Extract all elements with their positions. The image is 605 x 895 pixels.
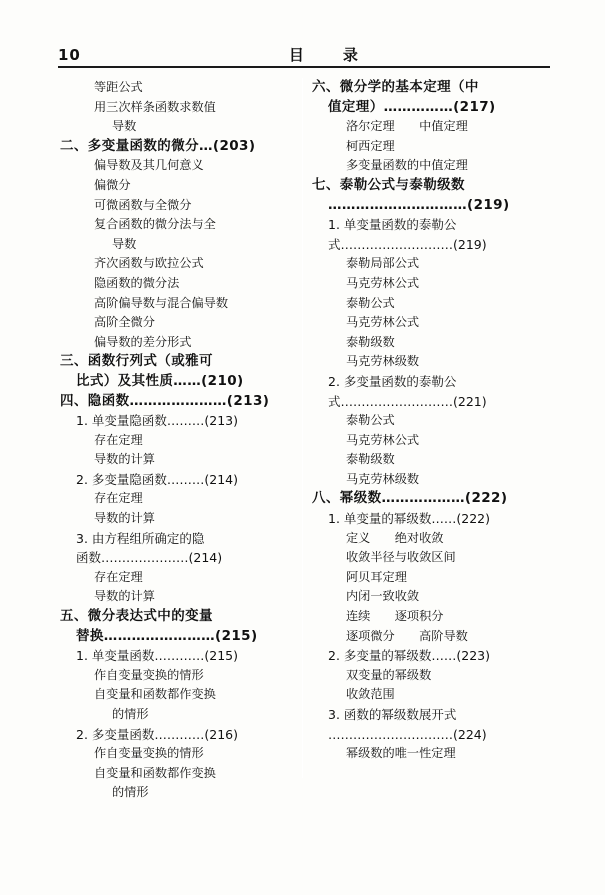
toc-entry[interactable] (60, 294, 296, 314)
toc-entry[interactable] (312, 529, 552, 549)
page-header (58, 44, 548, 65)
toc-entry-label: 高阶偏导数与混合偏导数 (94, 295, 229, 310)
toc-entry-label: 3. 函数的幂级数展开式 (328, 707, 457, 722)
toc-entry-label: 2. 多变量函数…………(216) (76, 726, 239, 742)
toc-entry[interactable] (312, 450, 552, 470)
toc-entry[interactable] (60, 313, 296, 333)
toc-entry-label: 用三次样条函数求数值 (94, 99, 216, 114)
toc-entry-label: 作自变量变换的情形 (94, 667, 204, 682)
toc-entry[interactable] (60, 607, 296, 627)
toc-entry-label: 导数 (112, 119, 137, 134)
toc-entry-label: 1. 单变量函数…………(215) (76, 648, 239, 664)
toc-entry-label: …………………………(224) (328, 726, 487, 742)
toc-entry[interactable] (60, 646, 296, 666)
toc-entry[interactable] (312, 117, 552, 137)
toc-entry-label: 多变量函数的中值定理 (346, 158, 468, 173)
toc-entry-label: 泰勒公式 (346, 295, 395, 310)
column-divider (302, 78, 303, 778)
toc-entry-label: 等距公式 (94, 80, 143, 94)
toc-entry[interactable] (60, 215, 296, 235)
toc-entry[interactable] (60, 274, 296, 294)
toc-entry-label: 柯西定理 (346, 138, 395, 153)
toc-entry[interactable] (60, 666, 296, 686)
toc-entry[interactable] (60, 352, 296, 372)
toc-entry[interactable] (312, 470, 552, 490)
toc-entry-label: 函数…………………(214) (76, 550, 223, 566)
toc-entry-label: 逐项微分 高阶导数 (346, 628, 468, 643)
toc-entry-label: 1. 单变量的幂级数……(222) (328, 511, 491, 527)
toc-entry-label: 马克劳林级数 (346, 471, 420, 486)
toc-entry[interactable] (60, 254, 296, 274)
toc-entry[interactable] (60, 176, 296, 196)
toc-entry-label: 齐次函数与欧拉公式 (94, 256, 204, 271)
toc-entry[interactable] (60, 137, 296, 157)
toc-entry-label: 洛尔定理 中值定理 (346, 119, 468, 134)
toc-entry-label: 1. 单变量隐函数………(213) (76, 413, 239, 429)
toc-entry-label: 式………………………(221) (328, 393, 487, 409)
toc-entry-label: 阿贝耳定理 (346, 569, 407, 584)
toc-entry[interactable] (312, 235, 552, 255)
toc-entry[interactable] (60, 587, 296, 607)
toc-entry-label: 定义 绝对收敛 (346, 530, 444, 545)
toc-entry-label: 双变量的幂级数 (346, 667, 432, 682)
toc-entry-label: 复合函数的微分法与全 (94, 217, 216, 232)
toc-entry-label: 泰勒级数 (346, 334, 395, 349)
toc-entry[interactable] (312, 274, 552, 294)
toc-entry-label: 马克劳林公式 (346, 315, 420, 330)
toc-entry-label: 导数的计算 (94, 452, 155, 467)
toc-entry[interactable] (312, 294, 552, 314)
toc-entry[interactable] (312, 607, 552, 627)
toc-entry[interactable] (312, 392, 552, 412)
toc-entry-label: 导数的计算 (94, 511, 155, 526)
toc-entry-label: 泰勒局部公式 (346, 256, 420, 271)
toc-entry[interactable] (312, 78, 552, 98)
toc-entry-label: 自变量和函数都作变换 (94, 765, 216, 780)
toc-entry-label: 六、微分学的基本定理（中 (312, 79, 479, 95)
toc-entry[interactable] (312, 646, 552, 666)
toc-entry-label: 比式）及其性质……(210) (76, 372, 244, 389)
toc-entry[interactable] (312, 254, 552, 274)
toc-entry-label: 值定理）……………(217) (328, 98, 496, 115)
toc-entry-label: 七、泰勒公式与泰勒级数 (312, 176, 465, 193)
toc-entry[interactable] (312, 666, 552, 686)
toc-entry[interactable] (312, 196, 552, 216)
toc-entry-label: 3. 由方程组所确定的隐 (76, 530, 205, 546)
toc-entry-label: 导数的计算 (94, 589, 155, 604)
toc-entry[interactable] (60, 117, 296, 137)
toc-entry-label: 马克劳林公式 (346, 432, 420, 447)
toc-entry-label: 存在定理 (94, 569, 143, 584)
toc-entry-label: 马克劳林级数 (346, 354, 420, 369)
toc-entry-label: 连续 逐项积分 (346, 609, 444, 624)
toc-entry[interactable] (60, 156, 296, 176)
toc-entry-label: 导数 (112, 236, 137, 251)
page-number: 10 (58, 46, 81, 64)
toc-entry-label: 2. 多变量隐函数………(214) (76, 471, 239, 487)
toc-entry-label: 泰勒级数 (346, 452, 395, 467)
toc-entry-label: 自变量和函数都作变换 (94, 687, 216, 702)
toc-entry-label: 收敛范围 (346, 687, 395, 702)
toc-entry[interactable] (60, 98, 296, 118)
toc-entry-label: 2. 多变量函数的泰勒公 (328, 373, 457, 389)
toc-entry-label: 偏导数及其几何意义 (94, 158, 204, 173)
toc-entry-label: 可微函数与全微分 (94, 197, 192, 212)
toc-entry-label: 偏导数的差分形式 (94, 334, 192, 349)
toc-entry[interactable] (60, 78, 296, 98)
toc-entry-label: 的情形 (112, 707, 149, 721)
toc-entry[interactable] (312, 744, 552, 764)
toc-entry[interactable] (312, 509, 552, 529)
toc-entry[interactable] (60, 783, 296, 803)
toc-entry[interactable] (60, 725, 296, 745)
toc-entry[interactable] (60, 685, 296, 705)
toc-entry[interactable] (60, 764, 296, 784)
toc-entry[interactable] (60, 744, 296, 764)
toc-entry-label: 幂级数的唯一性定理 (346, 746, 456, 761)
toc-entry-label: 2. 多变量的幂级数……(223) (328, 648, 491, 664)
toc-entry-label: 四、隐函数…………………(213) (60, 392, 270, 409)
toc-entry[interactable] (60, 509, 296, 529)
toc-entry[interactable] (60, 705, 296, 725)
toc-entry[interactable] (312, 313, 552, 333)
toc-entry-label: 内闭一致收敛 (346, 589, 420, 604)
toc-column-right (312, 78, 552, 764)
header-rule (58, 66, 550, 68)
toc-entry[interactable] (60, 333, 296, 353)
toc-entry[interactable] (60, 235, 296, 255)
toc-entry-label: 泰勒公式 (346, 413, 395, 428)
toc-entry[interactable] (312, 352, 552, 372)
toc-entry[interactable] (312, 176, 552, 196)
toc-entry[interactable] (60, 548, 296, 568)
toc-entry-label: 五、微分表达式中的变量 (60, 608, 213, 625)
toc-entry[interactable] (60, 568, 296, 588)
toc-entry[interactable] (60, 431, 296, 451)
toc-entry[interactable] (312, 372, 552, 392)
toc-entry[interactable] (60, 196, 296, 216)
toc-entry-label: 八、幂级数………………(222) (312, 490, 508, 507)
toc-entry[interactable] (312, 137, 552, 157)
page-title: 目 录 (288, 46, 370, 64)
toc-entry-label: 存在定理 (94, 491, 143, 506)
toc-entry-label: 的情形 (112, 785, 149, 800)
toc-entry[interactable] (312, 725, 552, 745)
toc-entry[interactable] (312, 98, 552, 118)
toc-entry[interactable] (312, 215, 552, 235)
toc-entry[interactable] (60, 411, 296, 431)
toc-entry[interactable] (60, 529, 296, 549)
toc-entry-label: 收敛半径与收敛区间 (346, 550, 456, 565)
toc-entry[interactable] (60, 627, 296, 647)
toc-entry[interactable] (60, 470, 296, 490)
toc-entry[interactable] (312, 705, 552, 725)
toc-entry[interactable] (60, 489, 296, 509)
toc-entry-label: 偏微分 (94, 177, 131, 192)
toc-entry-label: 替换……………………(215) (76, 627, 258, 644)
toc-entry[interactable] (312, 587, 552, 607)
toc-entry[interactable] (60, 392, 296, 412)
toc-entry[interactable] (312, 548, 552, 568)
toc-entry[interactable] (60, 372, 296, 392)
toc-entry[interactable] (312, 489, 552, 509)
toc-entry-label: 马克劳林公式 (346, 275, 420, 290)
toc-entry-label: 存在定理 (94, 432, 143, 447)
toc-entry-label: 高阶全微分 (94, 315, 155, 330)
toc-entry[interactable] (312, 333, 552, 353)
toc-entry-label: 三、函数行列式（或雅可 (60, 353, 213, 370)
toc-entry[interactable] (312, 685, 552, 705)
toc-entry-label: 1. 单变量函数的泰勒公 (328, 217, 457, 233)
toc-entry-label: 作自变量变换的情形 (94, 746, 204, 761)
toc-entry[interactable] (312, 431, 552, 451)
toc-entry[interactable] (312, 411, 552, 431)
toc-entry[interactable] (60, 450, 296, 470)
toc-entry[interactable] (312, 156, 552, 176)
toc-entry-label: 隐函数的微分法 (94, 275, 180, 290)
toc-entry[interactable] (312, 627, 552, 647)
toc-entry-label: 式………………………(219) (328, 236, 487, 252)
toc-entry-label: …………………………(219) (328, 196, 510, 213)
toc-entry[interactable] (312, 568, 552, 588)
toc-column-left (60, 78, 296, 803)
toc-entry-label: 二、多变量函数的微分…(203) (60, 137, 256, 154)
